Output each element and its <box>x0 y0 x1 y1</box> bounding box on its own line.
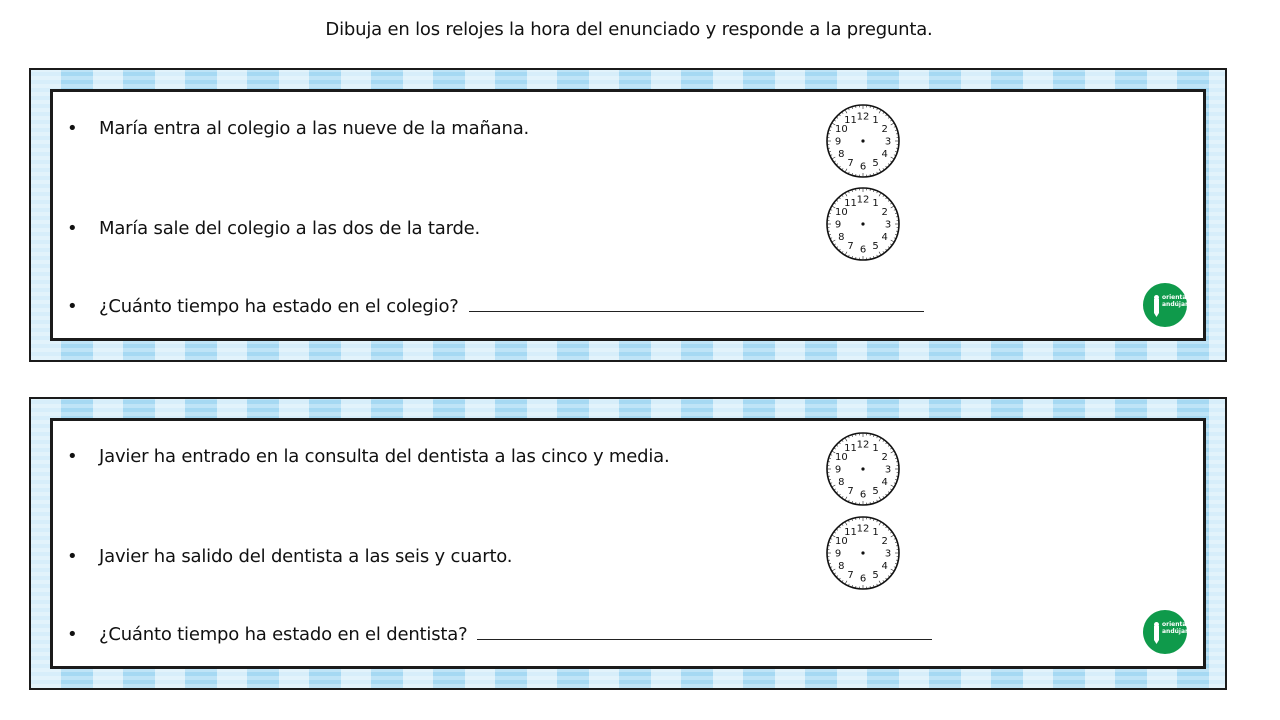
clock-number: 6 <box>859 161 867 173</box>
answer-line[interactable] <box>477 621 932 640</box>
clock-face[interactable] <box>823 101 903 181</box>
clock-number: 1 <box>872 197 879 209</box>
question <box>67 293 924 317</box>
clock-number: 11 <box>844 442 857 454</box>
logo-badge <box>1143 283 1201 327</box>
clock-number: 2 <box>881 452 888 463</box>
statement-arrival <box>67 446 670 467</box>
clock-number: 6 <box>859 489 867 501</box>
bullet: • <box>67 624 78 645</box>
statement-text: Javier ha entrado en la consulta del dentista a las cinco y media. <box>99 446 670 467</box>
logo-text: orientación andújar <box>1162 621 1201 635</box>
clock-number: 1 <box>872 442 879 454</box>
statement-text: María sale del colegio a las dos de la tarde. <box>99 218 481 239</box>
clock-number: 11 <box>844 526 857 538</box>
clock-number: 8 <box>838 561 845 572</box>
card-content <box>50 89 1206 341</box>
clock-number: 8 <box>838 477 845 488</box>
instruction-text: Dibuja en los relojes la hora del enunciado y responde a la pregunta. <box>325 19 933 40</box>
clock-number: 4 <box>881 232 888 243</box>
question <box>67 621 932 645</box>
clock-center-dot <box>861 467 864 470</box>
clock-face[interactable] <box>823 513 903 593</box>
clock-number: 4 <box>881 149 888 160</box>
logo-text: orientación andújar <box>1162 294 1201 308</box>
clock-number: 7 <box>847 486 854 498</box>
logo-badge <box>1143 610 1201 654</box>
answer-line[interactable] <box>469 293 924 312</box>
card-content <box>50 418 1206 669</box>
clock-number: 4 <box>881 477 888 488</box>
pencil-icon <box>1153 295 1160 317</box>
clock-number: 12 <box>856 523 870 535</box>
statement-departure <box>67 218 480 239</box>
clock-number: 12 <box>856 111 870 123</box>
clock-number: 5 <box>872 570 879 582</box>
clock-number: 1 <box>872 526 879 538</box>
clock-face[interactable] <box>823 429 903 509</box>
clock-number: 4 <box>881 561 888 572</box>
clock-number: 5 <box>872 158 879 170</box>
clock-number: 11 <box>844 197 857 209</box>
clock-number: 3 <box>884 464 892 476</box>
exercise-card-2 <box>29 397 1227 690</box>
clock-face[interactable] <box>823 184 903 264</box>
clock-center-dot <box>861 222 864 225</box>
clock-number: 2 <box>881 207 888 218</box>
clock-number: 7 <box>847 158 854 170</box>
statement-departure <box>67 546 512 567</box>
bullet: • <box>67 446 78 467</box>
clock-number: 10 <box>834 207 848 218</box>
clock-number: 9 <box>834 136 842 148</box>
clock-number: 3 <box>884 219 892 231</box>
statement-text: María entra al colegio a las nueve de la mañana. <box>99 118 530 139</box>
clock-number: 6 <box>859 244 867 256</box>
clock-number: 9 <box>834 464 842 476</box>
clock-number: 1 <box>872 114 879 126</box>
clock-number: 2 <box>881 124 888 135</box>
exercise-card-1 <box>29 68 1227 362</box>
clock-center-dot <box>861 551 864 554</box>
statement-arrival <box>67 118 529 139</box>
clock-number: 10 <box>834 124 848 135</box>
bullet: • <box>67 296 78 317</box>
clock-number: 5 <box>872 241 879 253</box>
clock-number: 3 <box>884 136 892 148</box>
bullet: • <box>67 218 78 239</box>
bullet: • <box>67 118 78 139</box>
clock-number: 11 <box>844 114 857 126</box>
clock-number: 8 <box>838 232 845 243</box>
clock-center-dot <box>861 139 864 142</box>
clock-number: 2 <box>881 536 888 547</box>
question-text: ¿Cuánto tiempo ha estado en el colegio? <box>99 296 459 317</box>
bullet: • <box>67 546 78 567</box>
clock-number: 12 <box>856 439 870 451</box>
clock-number: 9 <box>834 219 842 231</box>
clock-number: 12 <box>856 194 870 206</box>
clock-number: 7 <box>847 241 854 253</box>
clock-number: 5 <box>872 486 879 498</box>
question-text: ¿Cuánto tiempo ha estado en el dentista? <box>99 624 468 645</box>
clock-number: 6 <box>859 573 867 585</box>
statement-text: Javier ha salido del dentista a las seis y cuarto. <box>99 546 513 567</box>
clock-number: 10 <box>834 452 848 463</box>
pencil-icon <box>1153 622 1160 644</box>
clock-number: 3 <box>884 548 892 560</box>
clock-number: 7 <box>847 570 854 582</box>
clock-number: 8 <box>838 149 845 160</box>
clock-number: 10 <box>834 536 848 547</box>
clock-number: 9 <box>834 548 842 560</box>
